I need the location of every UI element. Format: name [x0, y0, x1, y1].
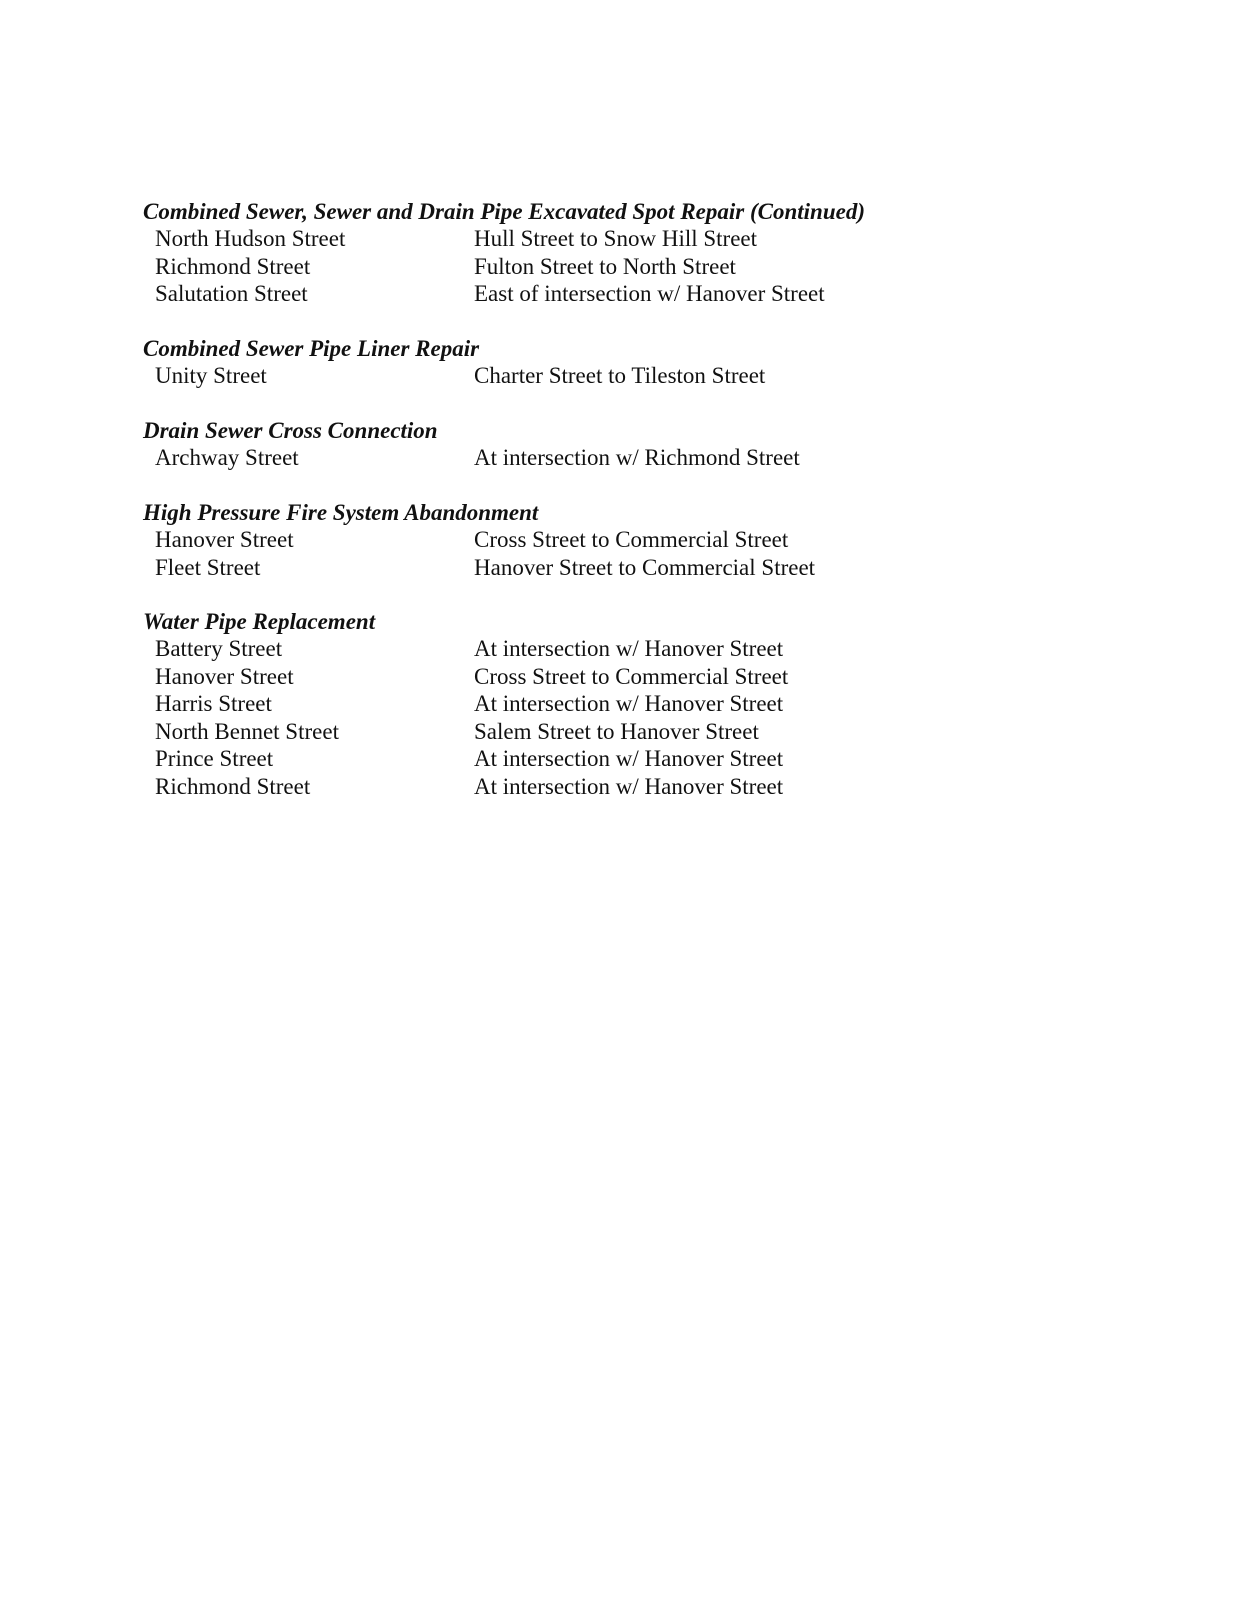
list-item: [143, 663, 1043, 691]
street-extent: Charter Street to Tileston Street: [474, 363, 766, 388]
list-item: [143, 225, 1043, 253]
list-item: [143, 718, 1043, 746]
street-name: Hanover Street: [155, 527, 294, 552]
section-heading: Drain Sewer Cross Connection: [143, 418, 438, 443]
list-item: [143, 253, 1043, 281]
street-name: Hanover Street: [155, 663, 294, 689]
section-heading: Water Pipe Replacement: [143, 609, 376, 634]
list-item: [143, 745, 1043, 773]
street-name: Salutation Street: [155, 281, 308, 306]
list-item: [143, 280, 1043, 308]
street-extent: Fulton Street to North Street: [474, 253, 736, 279]
list-item: [143, 635, 1043, 663]
list-item: [143, 554, 1043, 582]
section-heading: Combined Sewer, Sewer and Drain Pipe Excavated Spot Repair (Continued): [143, 199, 865, 224]
list-item: [143, 362, 1043, 390]
list-item: [143, 773, 1043, 801]
street-name: Richmond Street: [155, 253, 311, 279]
street-name: Unity Street: [155, 363, 267, 388]
street-extent: Salem Street to Hanover Street: [474, 718, 759, 744]
street-extent: Cross Street to Commercial Street: [474, 663, 789, 689]
street-name: Fleet Street: [155, 554, 261, 580]
street-name: Richmond Street: [155, 773, 311, 799]
street-extent: Hanover Street to Commercial Street: [474, 554, 816, 580]
street-extent: At intersection w/ Hanover Street: [474, 691, 784, 716]
street-extent: East of intersection w/ Hanover Street: [474, 281, 825, 306]
section-pipe-liner-repair: [143, 335, 1043, 390]
street-name: Harris Street: [155, 691, 272, 716]
street-extent: At intersection w/ Hanover Street: [474, 636, 784, 661]
street-name: Battery Street: [155, 636, 283, 661]
street-extent: Cross Street to Commercial Street: [474, 527, 789, 552]
section-water-pipe-replacement: [143, 608, 1043, 800]
section-fire-system-abandonment: [143, 499, 1043, 581]
street-name: North Hudson Street: [155, 226, 346, 251]
street-extent: At intersection w/ Hanover Street: [474, 773, 784, 799]
street-extent: At intersection w/ Richmond Street: [474, 445, 800, 470]
street-extent: At intersection w/ Hanover Street: [474, 746, 784, 771]
section-heading: High Pressure Fire System Abandonment: [143, 500, 539, 525]
street-name: Archway Street: [155, 445, 299, 470]
list-item: [143, 526, 1043, 554]
section-heading: Combined Sewer Pipe Liner Repair: [143, 336, 480, 361]
street-extent: Hull Street to Snow Hill Street: [474, 226, 758, 251]
street-name: North Bennet Street: [155, 718, 339, 744]
list-item: [143, 690, 1043, 718]
section-excavated-spot-repair: [143, 198, 1043, 308]
street-name: Prince Street: [155, 746, 274, 771]
section-cross-connection: [143, 417, 1043, 472]
list-item: [143, 444, 1043, 472]
